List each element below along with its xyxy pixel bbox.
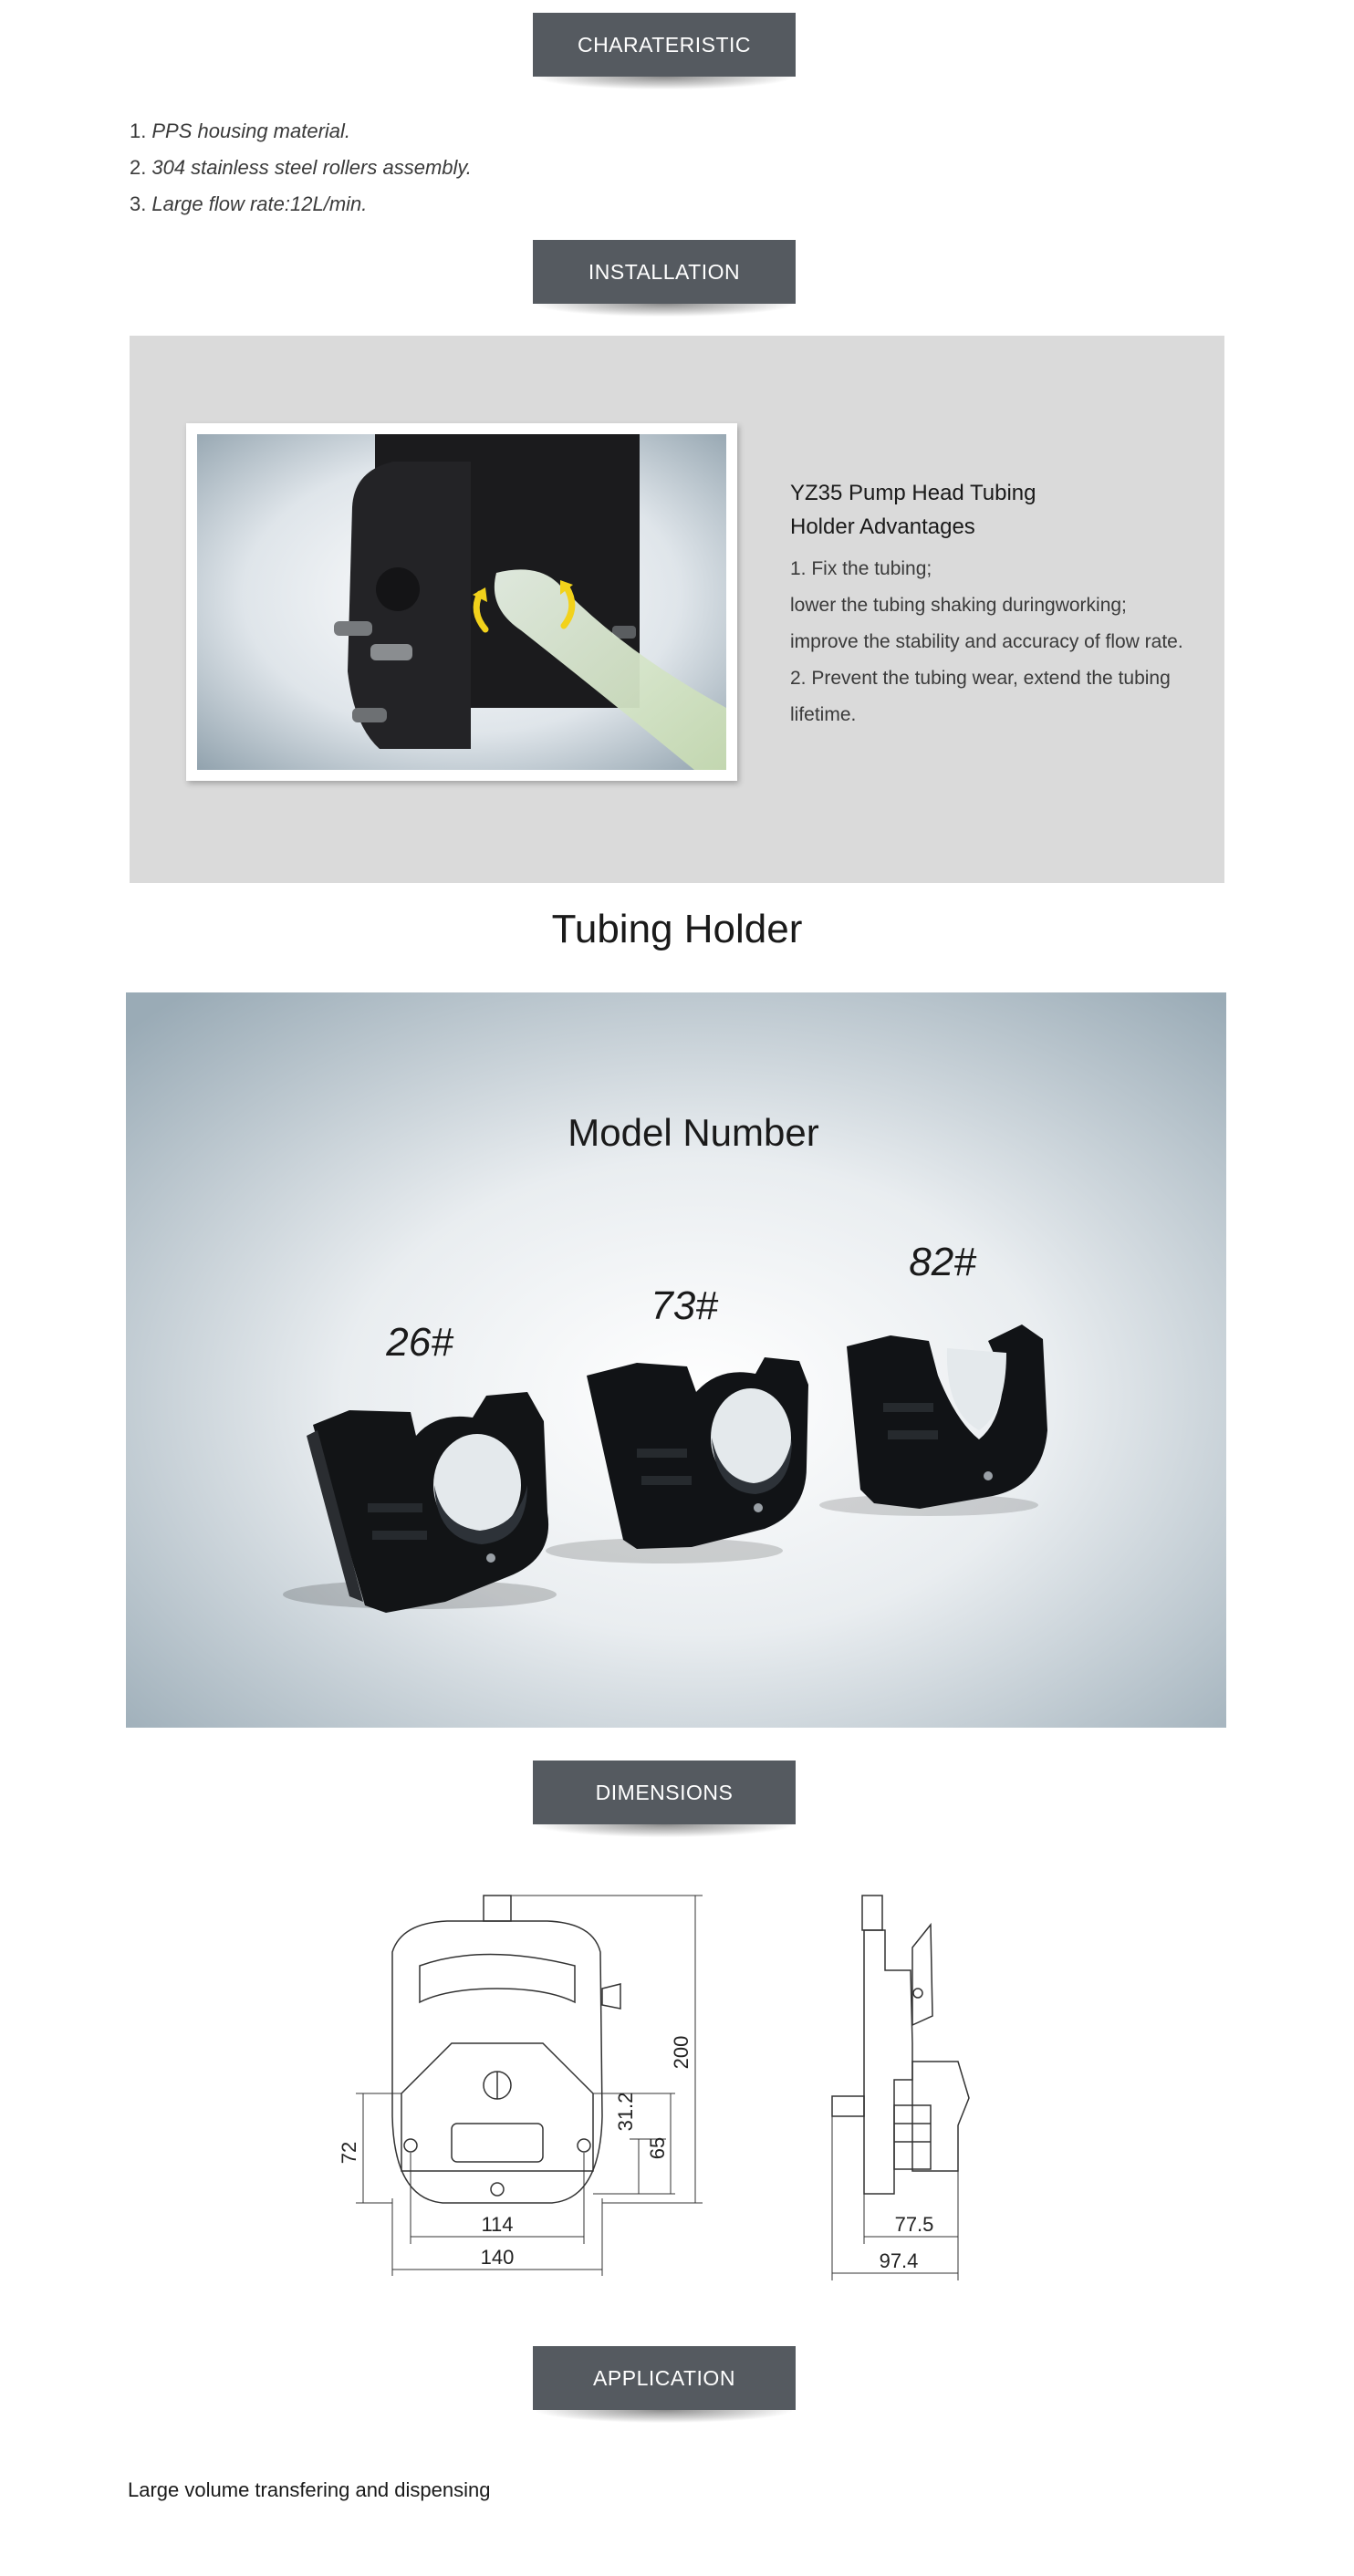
list-item-number: 3. (130, 192, 147, 215)
list-item-number: 1. (130, 119, 147, 142)
tubing-holder-title: Tubing Holder (551, 907, 803, 951)
installation-text-line: improve the stability and accuracy of flow rate. (790, 631, 1183, 652)
dimensions-header: DIMENSIONS (533, 1761, 796, 1824)
model-number-image (126, 992, 1226, 1728)
list-item-text: Large flow rate:12L/min. (151, 192, 368, 215)
installation-description (790, 551, 1210, 733)
dimension-label-200: 200 (670, 2035, 693, 2070)
installation-photo-frame (186, 423, 737, 781)
application-header: APPLICATION (533, 2346, 796, 2410)
application-text: Large volume transfering and dispensing (128, 2478, 491, 2501)
dimension-drawing-svg (319, 1879, 1004, 2290)
model-label-82: 82# (909, 1240, 976, 1284)
dimension-drawing (319, 1879, 1004, 2290)
model-number-title: Model Number (568, 1111, 819, 1154)
model-number-panel (126, 992, 1226, 1728)
installation-panel (130, 336, 1224, 883)
dimension-label-114: 114 (481, 2213, 514, 2236)
installation-text-line: lower the tubing shaking duringworking; (790, 595, 1127, 616)
model-label-26: 26# (386, 1320, 453, 1365)
front-dimension-lines (356, 1896, 703, 2276)
list-item-text: 304 stainless steel rollers assembly. (151, 156, 472, 179)
installation-title-line: Holder Advantages (790, 514, 975, 539)
installation-title (790, 476, 1192, 544)
dimension-label-72: 72 (338, 2141, 360, 2165)
dimension-label-140: 140 (480, 2246, 515, 2269)
installation-title-line: YZ35 Pump Head Tubing (790, 481, 1036, 505)
installation-text-line: lifetime. (790, 704, 857, 725)
dimension-label-97-4: 97.4 (879, 2249, 919, 2272)
characteristic-list (130, 113, 472, 223)
model-label-73: 73# (651, 1283, 718, 1328)
list-item (130, 150, 472, 186)
pump-head-photo (197, 434, 726, 770)
front-view (392, 1896, 620, 2203)
characteristic-header: CHARATERISTIC (533, 13, 796, 77)
dimension-label-31-2: 31.2 (614, 2092, 637, 2132)
side-view (832, 1896, 969, 2194)
dimension-label-77-5: 77.5 (894, 2213, 934, 2236)
list-item-text: PPS housing material. (151, 119, 351, 142)
installation-header: INSTALLATION (533, 240, 796, 304)
list-item (130, 186, 472, 223)
list-item-number: 2. (130, 156, 147, 179)
installation-text-line: 2. Prevent the tubing wear, extend the tubing (790, 668, 1171, 689)
list-item (130, 113, 472, 150)
dimension-label-65: 65 (646, 2136, 669, 2160)
installation-text-line: 1. Fix the tubing; (790, 558, 932, 579)
